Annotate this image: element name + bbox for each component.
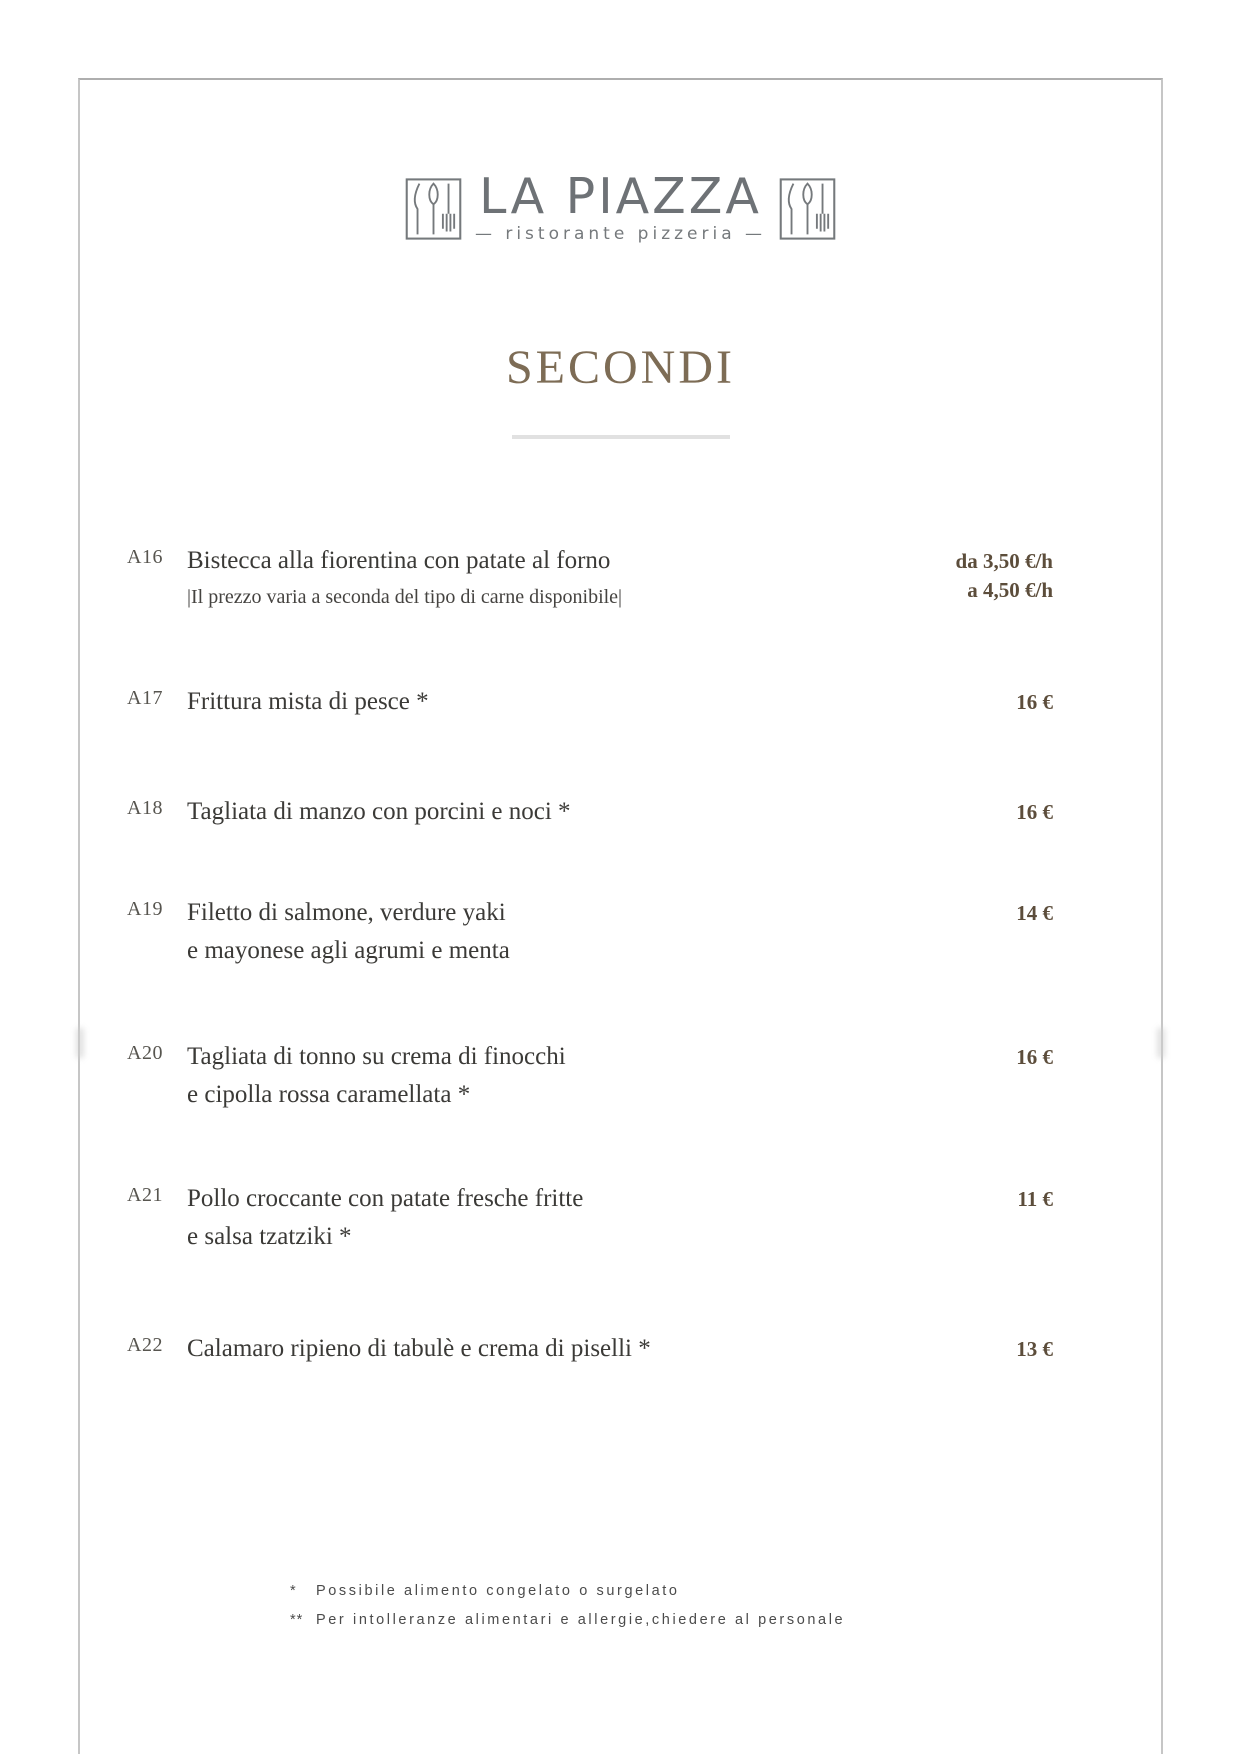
item-price-line1: 16 € <box>1016 1045 1053 1069</box>
brand-tagline: — ristorante pizzeria — <box>474 224 767 244</box>
item-price-line1: da 3,50 €/h <box>955 549 1053 573</box>
item-price <box>1016 899 1053 928</box>
menu-item-row <box>80 1180 1161 1250</box>
brand-text <box>474 168 767 244</box>
item-price <box>1016 688 1053 717</box>
item-name: Pollo croccante con patate fresche fritte <box>187 1185 584 1212</box>
footnote-marker: * <box>290 1583 297 1599</box>
menu-item-row <box>80 1038 1161 1108</box>
item-price-line2: a 4,50 €/h <box>967 578 1053 602</box>
menu-item-row <box>80 894 1161 964</box>
section-title: SECONDI <box>505 341 735 394</box>
item-price-line1: 16 € <box>1016 690 1053 714</box>
item-code: A19 <box>127 898 163 920</box>
menu-item-row <box>80 542 1161 608</box>
item-code: A20 <box>127 1042 163 1064</box>
item-name: Frittura mista di pesce * <box>187 688 429 715</box>
item-price <box>1016 1335 1053 1364</box>
item-price-line1: 11 € <box>1017 1187 1053 1211</box>
item-name-block <box>187 1180 583 1256</box>
item-name: Calamaro ripieno di tabulè e crema di piselli * <box>187 1335 651 1362</box>
footnote-text: Per intolleranze alimentari e allergie,chiedere al personale <box>316 1612 846 1628</box>
item-price <box>956 547 1053 605</box>
item-name-block <box>187 1330 651 1368</box>
restaurant-logo <box>80 168 1161 244</box>
item-price-line1: 14 € <box>1016 901 1053 925</box>
item-name-block <box>187 894 510 970</box>
footnote-allergies <box>290 1610 845 1630</box>
item-code: A21 <box>127 1184 163 1206</box>
item-name: Bistecca alla fiorentina con patate al forno <box>187 547 611 574</box>
menu-item-row <box>80 1330 1161 1370</box>
item-note: |Il prezzo varia a seconda del tipo di carne disponibile| <box>187 586 623 608</box>
cutlery-icon <box>779 178 836 240</box>
item-name-block <box>187 683 429 721</box>
footnote-marker: ** <box>290 1612 304 1628</box>
item-name-block <box>187 793 571 831</box>
item-code: A17 <box>127 687 163 709</box>
brand-name: LA PIAZZA <box>479 168 762 225</box>
item-name: Tagliata di manzo con porcini e noci * <box>187 798 571 825</box>
item-name: Filetto di salmone, verdure yaki <box>187 899 506 926</box>
item-price <box>1017 1185 1053 1214</box>
item-name-line2: e cipolla rossa caramellata * <box>187 1081 471 1108</box>
item-price-line1: 16 € <box>1016 800 1053 824</box>
cutlery-icon <box>405 178 462 240</box>
item-name-line2: e mayonese agli agrumi e menta <box>187 937 510 964</box>
menu-item-row <box>80 793 1161 833</box>
item-code: A16 <box>127 546 163 568</box>
item-name-line2: e salsa tzatziki * <box>187 1223 352 1250</box>
item-code: A18 <box>127 797 163 819</box>
menu-page <box>78 78 1163 1754</box>
item-code: A22 <box>127 1334 163 1356</box>
item-price <box>1016 798 1053 827</box>
item-name-block <box>187 1038 566 1114</box>
item-price-line1: 13 € <box>1016 1337 1053 1361</box>
item-name-block <box>187 542 622 613</box>
section-divider <box>512 435 730 439</box>
item-price <box>1016 1043 1053 1072</box>
footnote-text: Possibile alimento congelato o surgelato <box>316 1583 680 1599</box>
item-name: Tagliata di tonno su crema di finocchi <box>187 1043 566 1070</box>
menu-item-row <box>80 683 1161 723</box>
footnote-frozen-food <box>290 1581 680 1601</box>
